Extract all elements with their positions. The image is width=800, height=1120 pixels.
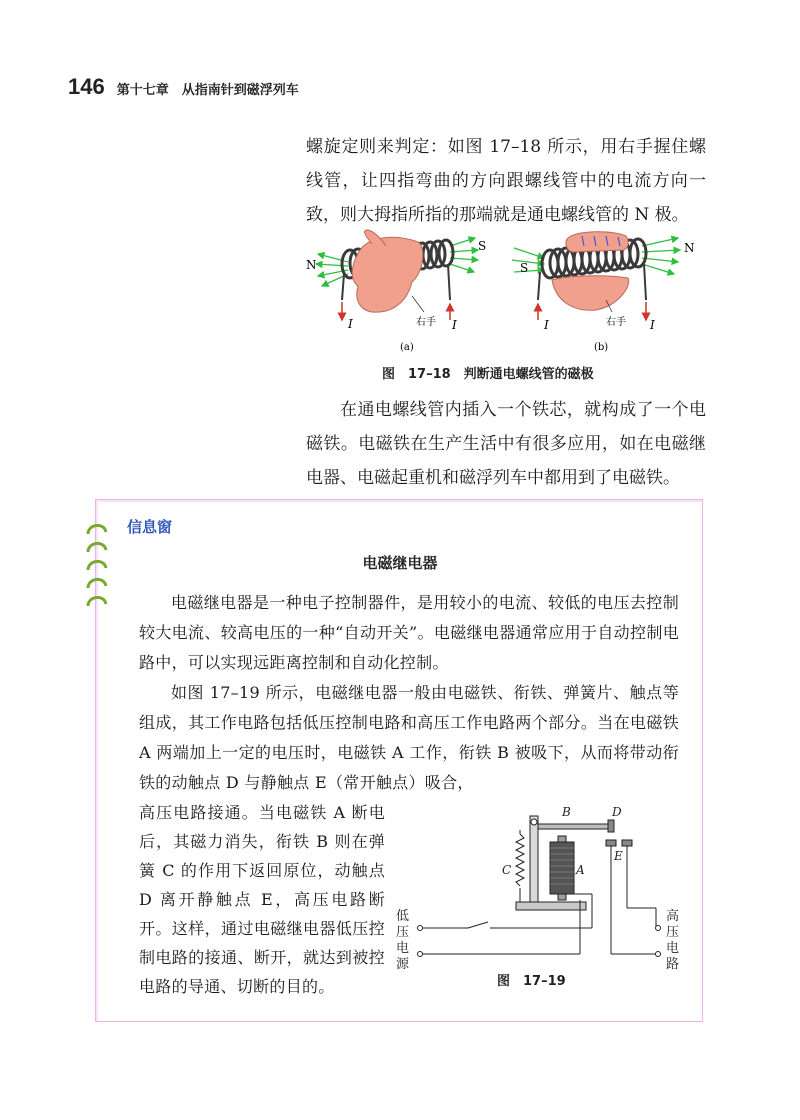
info-box-paragraph-3: 高压电路接通。当电磁铁 A 断电后，其磁力消失，衔铁 B 则在弹簧 C 的作用下返回原位，动触点 D 离开静触点 E，高压电路断开。这样，通过电磁继电器低压控制电路的接通、断开，就达到被控电路的导通、切断的目的。 [139, 803, 385, 996]
label-d: D [612, 805, 622, 819]
label-a: A [576, 863, 585, 877]
figure-17-18-panel-a [306, 230, 486, 353]
high-voltage-char-1: 高 [666, 909, 680, 924]
armature-b [538, 824, 608, 829]
figure-17-18-panel-b [512, 232, 695, 353]
current-label-a-left: I [348, 317, 353, 331]
low-voltage-char-1: 低 [396, 909, 410, 924]
info-box-paragraph-2: 如图 17–19 所示，电磁继电器一般由电磁铁、衔铁、弹簧片、触点等组成，其工作电路包括低压控制电路和高压工作电路两个部分。当在电磁铁 A 两端加上一定的电压时，电磁铁 A 工作，衔铁 B 被吸下，从而将带动衔铁的动触点 D 与静触点 E（常开触点）吸合， [139, 683, 679, 792]
right-hand-a [352, 237, 423, 312]
chapter-title: 第十七章 从指南针到磁浮列车 [116, 83, 299, 98]
pole-label-s-a: S [478, 239, 487, 253]
info-box-paragraph-1: 电磁继电器是一种电子控制器件，是用较小的电流、较低的电压去控制较大电流、较高电压的一种“自动开关”。电磁继电器通常应用于自动控制电路中，可以实现远距离控制和自动化控制。 [139, 593, 679, 672]
moving-contact-d [608, 820, 614, 832]
spring-c [516, 834, 524, 886]
armature-post [530, 816, 538, 902]
info-box-heading: 电磁继电器 [362, 554, 438, 572]
pole-label-n-a: N [306, 258, 317, 272]
body-paragraph-2: 在通电螺线管内插入一个铁芯，就构成了一个电磁铁。电磁铁在生产生活中有很多应用，如在电磁继电器、电磁起重机和磁浮列车中都用到了电磁铁。 [306, 400, 706, 488]
label-c: C [502, 863, 512, 877]
info-box-title: 信息窗 [127, 518, 173, 536]
relay-base [516, 902, 586, 910]
high-voltage-char-3: 电 [666, 941, 680, 956]
low-voltage-char-3: 电 [396, 941, 410, 956]
pole-label-n-b: N [684, 241, 695, 255]
figure-17-19-caption: 图 17–19 [497, 974, 566, 989]
high-voltage-char-4: 路 [666, 957, 680, 972]
figure-17-19-relay-diagram [392, 804, 692, 974]
figure-17-18 [300, 228, 710, 356]
low-voltage-char-4: 源 [396, 957, 410, 972]
current-label-a-right: I [452, 318, 457, 332]
static-contact-e [606, 840, 616, 846]
field-lines-right-b [642, 238, 680, 274]
body-paragraph-1: 螺旋定则来判定：如图 17–18 所示，用右手握住螺线管，让四指弯曲的方向跟螺线管中的电流方向一致，则大拇指所指的那端就是通电螺线管的 N 极。 [306, 137, 706, 225]
page-number: 146 [68, 74, 105, 99]
page-header [68, 74, 299, 100]
hand-label-a: 右手 [416, 317, 436, 328]
panel-label-a: (a) [400, 342, 414, 353]
current-label-b-left: I [544, 318, 549, 332]
low-voltage-char-2: 压 [396, 925, 410, 940]
figure-17-18-caption: 图 17–18 判断通电螺线管的磁极 [382, 367, 594, 382]
high-voltage-char-2: 压 [666, 925, 680, 940]
hand-label-b: 右手 [606, 317, 626, 328]
label-e: E [614, 849, 623, 863]
electromagnet-coil-a [550, 842, 574, 894]
panel-label-b: (b) [594, 342, 609, 353]
current-label-b-right: I [650, 318, 655, 332]
label-b: B [562, 805, 571, 819]
pole-label-s-b: S [520, 261, 529, 275]
